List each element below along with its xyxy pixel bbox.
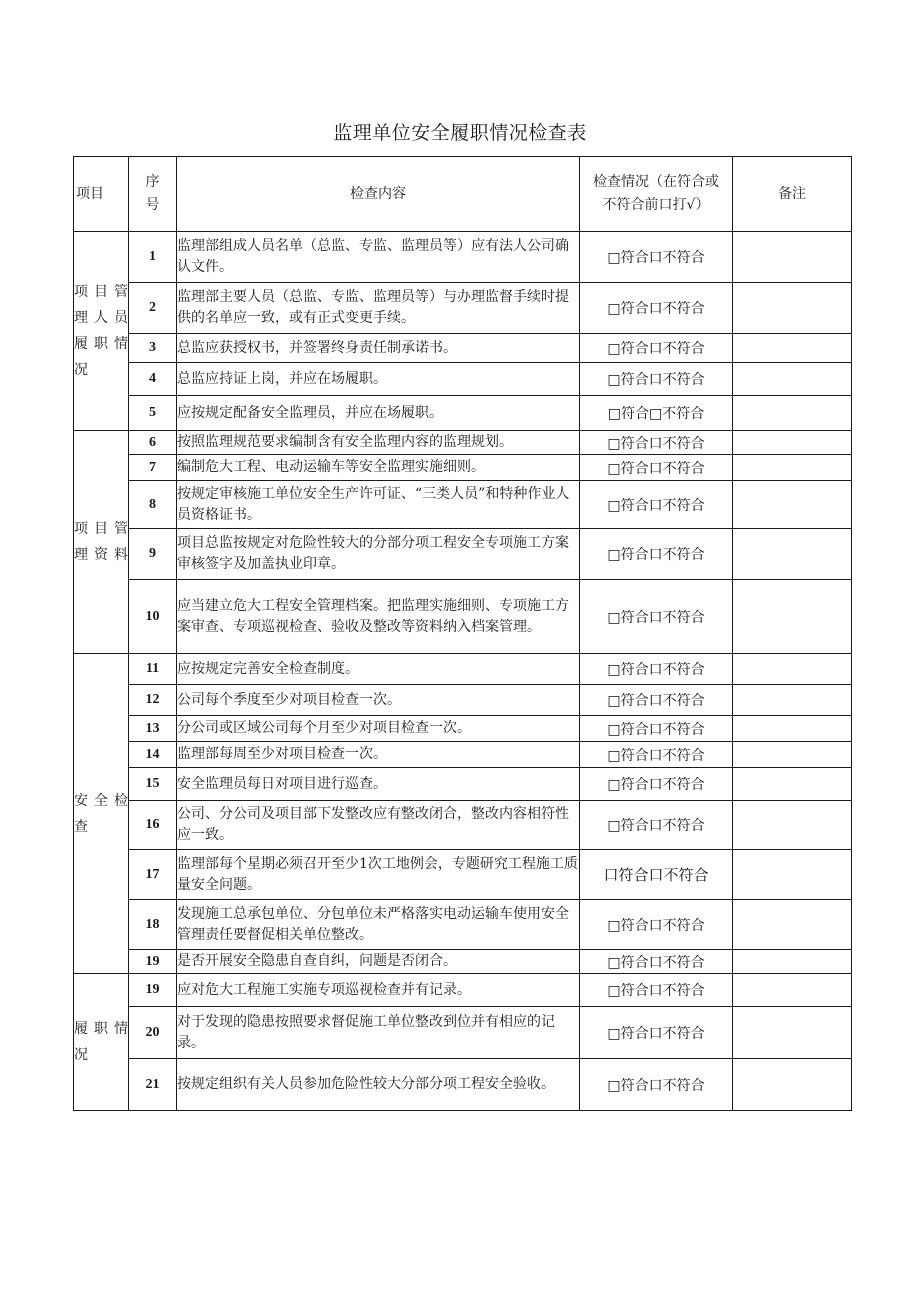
table-row <box>74 580 852 654</box>
status-checkbox[interactable]: □符合口不符合 <box>580 334 733 363</box>
table-row <box>74 529 852 580</box>
row-number: 6 <box>129 431 177 455</box>
remark-cell[interactable] <box>733 396 852 431</box>
table-row <box>74 742 852 768</box>
row-number: 1 <box>129 232 177 283</box>
table-row <box>74 396 852 431</box>
remark-cell[interactable] <box>733 455 852 481</box>
row-number: 11 <box>129 654 177 685</box>
status-checkbox[interactable]: □符合口不符合 <box>580 716 733 742</box>
remark-cell[interactable] <box>733 742 852 768</box>
remark-cell[interactable] <box>733 685 852 716</box>
status-checkbox[interactable]: □符合口不符合 <box>580 481 733 529</box>
status-checkbox[interactable]: □符合口不符合 <box>580 742 733 768</box>
table-row <box>74 900 852 950</box>
category-cell: 项目管理人员履职情况 <box>74 232 129 431</box>
category-cell: 安全检查 <box>74 654 129 974</box>
status-checkbox[interactable]: □符合口不符合 <box>580 283 733 334</box>
row-content: 对于发现的隐患按照要求督促施工单位整改到位并有相应的记录。 <box>177 1007 580 1059</box>
header-row <box>74 157 852 232</box>
status-checkbox[interactable]: □符合口不符合 <box>580 232 733 283</box>
status-checkbox[interactable]: □符合口不符合 <box>580 654 733 685</box>
table-row <box>74 363 852 396</box>
header-remark: 备注 <box>733 157 852 232</box>
row-content: 应按规定完善安全检查制度。 <box>177 654 580 685</box>
status-checkbox[interactable]: □符合口不符合 <box>580 685 733 716</box>
remark-cell[interactable] <box>733 431 852 455</box>
row-number: 13 <box>129 716 177 742</box>
header-number: 序号 <box>129 157 177 232</box>
table-row <box>74 232 852 283</box>
row-content: 监理部主要人员（总监、专监、监理员等）与办理监督手续时提供的名单应一致，或有正式变更手续。 <box>177 283 580 334</box>
remark-cell[interactable] <box>733 801 852 850</box>
page-title: 监理单位安全履职情况检查表 <box>333 122 587 144</box>
status-checkbox[interactable]: 口符合口不符合 <box>580 850 733 900</box>
status-checkbox[interactable]: □符合口不符合 <box>580 768 733 801</box>
remark-cell[interactable] <box>733 580 852 654</box>
row-number: 21 <box>129 1059 177 1111</box>
remark-cell[interactable] <box>733 363 852 396</box>
status-checkbox[interactable]: □符合口不符合 <box>580 529 733 580</box>
status-checkbox[interactable]: □符合口不符合 <box>580 431 733 455</box>
row-content: 按规定审核施工单位安全生产许可证、“三类人员”和特种作业人员资格证书。 <box>177 481 580 529</box>
row-content: 按规定组织有关人员参加危险性较大分部分项工程安全验收。 <box>177 1059 580 1111</box>
row-number: 17 <box>129 850 177 900</box>
table-row <box>74 1059 852 1111</box>
status-checkbox[interactable]: □符合口不符合 <box>580 1007 733 1059</box>
row-number: 19 <box>129 950 177 974</box>
status-checkbox[interactable]: □符合口不符合 <box>580 455 733 481</box>
status-checkbox[interactable]: □符合口不符合 <box>580 580 733 654</box>
remark-cell[interactable] <box>733 900 852 950</box>
row-number: 12 <box>129 685 177 716</box>
row-content: 公司每个季度至少对项目检查一次。 <box>177 685 580 716</box>
table-row <box>74 768 852 801</box>
remark-cell[interactable] <box>733 716 852 742</box>
table-row <box>74 850 852 900</box>
row-content: 按照监理规范要求编制含有安全监理内容的监理规划。 <box>177 431 580 455</box>
table-row <box>74 716 852 742</box>
table-row <box>74 654 852 685</box>
row-number: 10 <box>129 580 177 654</box>
header-item: 项目 <box>74 157 129 232</box>
table-row <box>74 1007 852 1059</box>
row-content: 公司、分公司及项目部下发整改应有整改闭合，整改内容相符性应一致。 <box>177 801 580 850</box>
row-number: 20 <box>129 1007 177 1059</box>
row-number: 3 <box>129 334 177 363</box>
row-content: 项目总监按规定对危险性较大的分部分项工程安全专项施工方案审核签字及加盖执业印章。 <box>177 529 580 580</box>
row-number: 4 <box>129 363 177 396</box>
table-row <box>74 431 852 455</box>
remark-cell[interactable] <box>733 850 852 900</box>
remark-cell[interactable] <box>733 1007 852 1059</box>
row-content: 编制危大工程、电动运输车等安全监理实施细则。 <box>177 455 580 481</box>
row-content: 应当建立危大工程安全管理档案。把监理实施细则、专项施工方案审查、专项巡视检查、验收及整改等资料纳入档案管理。 <box>177 580 580 654</box>
remark-cell[interactable] <box>733 974 852 1007</box>
remark-cell[interactable] <box>733 481 852 529</box>
header-content: 检查内容 <box>177 157 580 232</box>
remark-cell[interactable] <box>733 334 852 363</box>
remark-cell[interactable] <box>733 1059 852 1111</box>
row-number: 7 <box>129 455 177 481</box>
table-row <box>74 334 852 363</box>
remark-cell[interactable] <box>733 654 852 685</box>
table-row <box>74 685 852 716</box>
row-content: 是否开展安全隐患自查自纠，问题是否闭合。 <box>177 950 580 974</box>
row-content: 应按规定配备安全监理员，并应在场履职。 <box>177 396 580 431</box>
row-content: 发现施工总承包单位、分包单位未严格落实电动运输车使用安全管理责任要督促相关单位整改。 <box>177 900 580 950</box>
status-checkbox[interactable]: □符合口不符合 <box>580 1059 733 1111</box>
remark-cell[interactable] <box>733 283 852 334</box>
table-row <box>74 283 852 334</box>
row-content: 总监应持证上岗，并应在场履职。 <box>177 363 580 396</box>
row-number: 9 <box>129 529 177 580</box>
row-content: 分公司或区域公司每个月至少对项目检查一次。 <box>177 716 580 742</box>
status-checkbox[interactable]: □符合口不符合 <box>580 974 733 1007</box>
inspection-table <box>73 156 852 1111</box>
remark-cell[interactable] <box>733 529 852 580</box>
status-checkbox[interactable]: □符合□不符合 <box>580 396 733 431</box>
status-checkbox[interactable]: □符合口不符合 <box>580 900 733 950</box>
row-content: 安全监理员每日对项目进行巡查。 <box>177 768 580 801</box>
status-checkbox[interactable]: □符合口不符合 <box>580 801 733 850</box>
row-content: 监理部每周至少对项目检查一次。 <box>177 742 580 768</box>
category-cell: 项目管理资料 <box>74 431 129 654</box>
row-number: 18 <box>129 900 177 950</box>
row-content: 应对危大工程施工实施专项巡视检查并有记录。 <box>177 974 580 1007</box>
remark-cell[interactable] <box>733 768 852 801</box>
row-number: 2 <box>129 283 177 334</box>
row-content: 总监应获授权书，并签署终身责任制承诺书。 <box>177 334 580 363</box>
table-row <box>74 481 852 529</box>
row-number: 14 <box>129 742 177 768</box>
row-number: 19 <box>129 974 177 1007</box>
header-status: 检查情况（在符合或不符合前口打√） <box>580 157 733 232</box>
remark-cell[interactable] <box>733 950 852 974</box>
table-row <box>74 950 852 974</box>
remark-cell[interactable] <box>733 232 852 283</box>
table-row <box>74 801 852 850</box>
row-number: 15 <box>129 768 177 801</box>
row-number: 16 <box>129 801 177 850</box>
category-cell: 履职情况 <box>74 974 129 1111</box>
row-number: 5 <box>129 396 177 431</box>
row-number: 8 <box>129 481 177 529</box>
table-row <box>74 974 852 1007</box>
row-content: 监理部组成人员名单（总监、专监、监理员等）应有法人公司确认文件。 <box>177 232 580 283</box>
row-content: 监理部每个星期必须召开至少1次工地例会，专题研究工程施工质量安全问题。 <box>177 850 580 900</box>
status-checkbox[interactable]: □符合口不符合 <box>580 950 733 974</box>
status-checkbox[interactable]: □符合口不符合 <box>580 363 733 396</box>
table-row <box>74 455 852 481</box>
